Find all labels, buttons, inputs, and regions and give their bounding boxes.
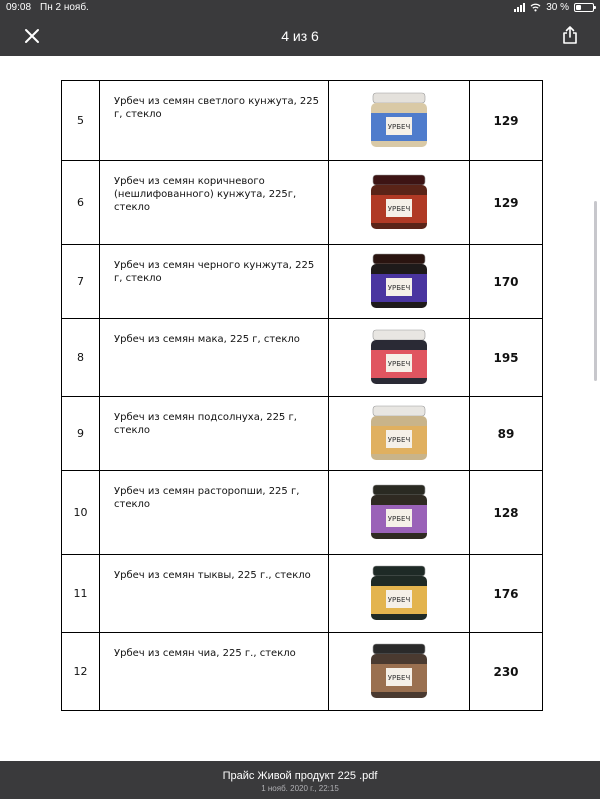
product-name: Урбеч из семян расторопши, 225 г, стекло: [100, 471, 329, 555]
product-image: [329, 555, 470, 633]
wifi-icon: [530, 3, 541, 12]
status-time: 09:08: [6, 2, 32, 13]
status-right: [514, 2, 594, 13]
table-row: [62, 397, 543, 471]
jar-image: [359, 173, 439, 233]
product-image: [329, 161, 470, 245]
jar-image: [359, 252, 439, 312]
pdf-page[interactable]: [0, 56, 600, 761]
price-table: [61, 80, 543, 711]
jar-label-text: УРБЕЧ: [387, 204, 411, 213]
signal-icon: [514, 3, 525, 12]
jar-label-text: УРБЕЧ: [387, 283, 411, 292]
product-price: 176: [470, 555, 543, 633]
jar-label-text: УРБЕЧ: [387, 359, 411, 368]
product-name: Урбеч из семян светлого кунжута, 225 г, стекло: [100, 81, 329, 161]
row-number: 12: [62, 633, 100, 711]
jar-image: [359, 404, 439, 464]
row-number: 9: [62, 397, 100, 471]
battery-percent: 30 %: [546, 2, 569, 13]
battery-icon: [574, 3, 594, 12]
product-price: 89: [470, 397, 543, 471]
product-name: Урбеч из семян чиа, 225 г., стекло: [100, 633, 329, 711]
row-number: 5: [62, 81, 100, 161]
jar-image: [359, 642, 439, 702]
jar-image: [359, 328, 439, 388]
product-price: 129: [470, 81, 543, 161]
product-name: Урбеч из семян коричневого (нешлифованного) кунжута, 225г, стекло: [100, 161, 329, 245]
file-name: Прайс Живой продукт 225 .pdf: [222, 770, 378, 782]
product-name: Урбеч из семян черного кунжута, 225 г, стекло: [100, 245, 329, 319]
share-icon[interactable]: [562, 25, 578, 45]
table-row: [62, 319, 543, 397]
row-number: 10: [62, 471, 100, 555]
table-row: [62, 245, 543, 319]
product-name: Урбеч из семян мака, 225 г, стекло: [100, 319, 329, 397]
jar-label-text: УРБЕЧ: [387, 595, 411, 604]
product-image: [329, 81, 470, 161]
page-indicator: 4 из 6: [281, 28, 319, 44]
viewer-toolbar: [0, 16, 600, 56]
table-row: [62, 633, 543, 711]
product-image: [329, 471, 470, 555]
table-row: [62, 471, 543, 555]
file-date: 1 нояб. 2020 г., 22:15: [261, 784, 339, 793]
jar-label-text: УРБЕЧ: [387, 435, 411, 444]
table-row: [62, 555, 543, 633]
product-image: [329, 319, 470, 397]
table-row: [62, 81, 543, 161]
row-number: 6: [62, 161, 100, 245]
row-number: 8: [62, 319, 100, 397]
product-image: [329, 633, 470, 711]
product-price: 129: [470, 161, 543, 245]
product-price: 230: [470, 633, 543, 711]
jar-label-text: УРБЕЧ: [387, 122, 411, 131]
product-price: 170: [470, 245, 543, 319]
jar-label-text: УРБЕЧ: [387, 673, 411, 682]
file-info-bar: [0, 761, 600, 799]
product-price: 195: [470, 319, 543, 397]
row-number: 11: [62, 555, 100, 633]
product-image: [329, 245, 470, 319]
jar-image: [359, 564, 439, 624]
table-row: [62, 161, 543, 245]
jar-image: [359, 483, 439, 543]
status-bar: [0, 0, 600, 16]
product-image: [329, 397, 470, 471]
product-name: Урбеч из семян тыквы, 225 г., стекло: [100, 555, 329, 633]
scrollbar[interactable]: [594, 201, 597, 381]
jar-label-text: УРБЕЧ: [387, 514, 411, 523]
product-name: Урбеч из семян подсолнуха, 225 г, стекло: [100, 397, 329, 471]
product-price: 128: [470, 471, 543, 555]
jar-image: [359, 91, 439, 151]
row-number: 7: [62, 245, 100, 319]
status-date: Пн 2 нояб.: [40, 2, 89, 13]
